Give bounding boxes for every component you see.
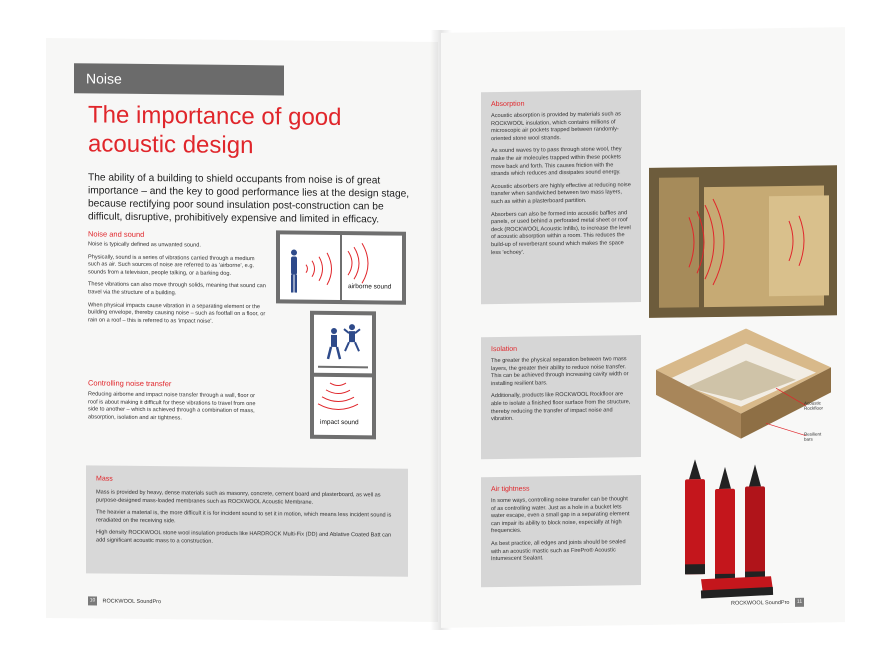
isolation-paragraph: Additionally, products like ROCKWOOL Rockfloor are able to isolate a finished floor surface from the structure, thereby reducing the transfer of impact noise and vibration.: [491, 391, 631, 423]
sealant-tubes-image: [681, 458, 791, 610]
airborne-sound-figure: [276, 230, 406, 304]
absorption-heading: Absorption: [491, 100, 525, 109]
footer-brand: ROCKWOOL SoundPro: [102, 598, 162, 606]
intro-paragraph: The ability of a building to shield occupants from noise is of great importance – and the key to good performance lies at the design stage, because rectifying poor sound insulation post-construction can be difficult, disruptive, prohibitively expensive and limited in efficacy.: [88, 172, 410, 226]
figure-panel: [314, 377, 372, 436]
rockfloor-callout: Acoustic Rockfloor: [804, 400, 824, 411]
person-speaking-icon: [280, 234, 340, 300]
figure-panel: [280, 234, 340, 300]
absorption-box: [481, 90, 641, 304]
noise-and-sound-heading: Noise and sound: [88, 229, 145, 239]
section-label: Noise: [74, 63, 284, 95]
left-page: [46, 38, 438, 622]
air-tightness-box: [481, 475, 641, 587]
left-footer: [88, 596, 161, 606]
sound-waves-icon: [342, 235, 402, 301]
sealant-cartridge-icon: [681, 458, 791, 610]
mass-heading: Mass: [96, 475, 113, 483]
mass-paragraph: High density ROCKWOOL stone wool insulation products like HARDROCK Multi-Fix (DD) and Ablative Coated Batt can add significant acoustic mass to a construction.: [96, 529, 392, 545]
controlling-noise-body: [88, 391, 266, 428]
page-number: 11: [795, 598, 804, 607]
absorption-paragraph: Acoustic absorption is provided by materials such as ROCKWOOL insulation, which contains millions of microscopic air pockets trapped between randomly-oriented stone wool strands.: [491, 111, 621, 142]
figure-panel: [342, 235, 402, 301]
air-tightness-body: [491, 496, 633, 569]
absorption-paragraph: As sound waves try to pass through stone wool, they make the air molecules trapped within these pockets move back and forth. This causes friction with the strands which reduces and dissipates sound energy.: [491, 146, 622, 178]
right-footer: [731, 598, 804, 608]
air-tightness-paragraph: As best practice, all edges and joints should be sealed with an acoustic mastic such as FirePro® Acoustic Intumescent Sealant.: [491, 539, 626, 563]
isolation-heading: Isolation: [491, 345, 518, 354]
right-page: [441, 27, 845, 628]
airborne-sound-label: airborne sound: [348, 283, 392, 291]
noise-paragraph: Noise is typically defined as unwanted sound.: [88, 241, 201, 249]
page-number: 10: [88, 596, 97, 605]
mass-paragraph: The heavier a material is, the more difficult it is for incident sound to set it in motion, which means less incident sound is reradiated on the receiving side.: [96, 509, 392, 525]
impact-sound-label: impact sound: [320, 418, 359, 427]
stone-wool-photo: [649, 165, 837, 318]
stone-wool-absorption-illustration: [649, 165, 837, 318]
mass-box: [86, 465, 408, 576]
resilient-bars-callout: Resilient bars: [804, 431, 822, 442]
floor-illustration: [656, 327, 831, 459]
mass-body: [96, 489, 396, 553]
page-title: The importance of good acoustic design: [88, 101, 342, 160]
air-tightness-paragraph: In some ways, controlling noise transfer can be thought of as controlling water. Just as a hole in a bucket lets water escape, even a small gap in a separating element can impair its ability to block noise, especially at high frequencies.: [491, 496, 630, 535]
isolation-box: [481, 335, 641, 459]
absorption-body: [491, 111, 633, 262]
noise-paragraph: These vibrations can also move through solids, meaning that sound can travel via the structure of a building.: [88, 281, 266, 297]
noise-and-sound-body: [88, 241, 266, 331]
controlling-paragraph: Reducing airborne and impact noise transfer through a wall, floor or roof is about making it difficult for these vibrations to travel from one side to another – which is achieved through a combination of mass, absorption, isolation and air tightness.: [88, 391, 256, 422]
air-tightness-heading: Air tightness: [491, 485, 530, 494]
figure-panel: [314, 315, 372, 374]
mass-paragraph: Mass is provided by heavy, dense materials such as masonry, concrete, cement board and plasterboard, as well as purpose-designed mass-loaded membranes such as ROCKWOOL Acoustic Membrane.: [96, 489, 381, 506]
children-jumping-icon: [314, 315, 372, 374]
impact-waves-icon: [314, 377, 372, 418]
absorption-paragraph: Acoustic absorbers are highly effective at reducing noise transfer when sandwiched between two mass layers, such as within a plasterboard partition.: [491, 181, 631, 206]
isolation-body: [491, 356, 633, 429]
absorption-paragraph: Absorbers can also be formed into acoustic baffles and panels, or used behind a perforated metal sheet or roof deck (ROCKWOOL Acoustic Infills), to increase the level of acoustic absorption within a room. This reduces the build-up of reverberant sound which makes the space less 'echoey'.: [491, 209, 631, 256]
noise-paragraph: Physically, sound is a series of vibrations carried through a medium such as air. Such sources of noise are referred to as 'airborne', e.g. sounds from a television, people talking, or a barking dog.: [88, 253, 255, 277]
isolation-paragraph: The greater the physical separation between two mass layers, the greater their ability to reduce noise transfer. This can be achieved through increasing cavity width or installing resilient bars.: [491, 356, 629, 387]
noise-paragraph: When physical impacts cause vibration in a separating element or the building envelope, thereby causing noise – such as footfall on a floor, or rain on a roof – this is referred to as 'impact noise'.: [88, 301, 266, 325]
controlling-noise-heading: Controlling noise transfer: [88, 378, 172, 389]
footer-brand: ROCKWOOL SoundPro: [731, 599, 790, 607]
impact-sound-figure: [310, 311, 376, 440]
